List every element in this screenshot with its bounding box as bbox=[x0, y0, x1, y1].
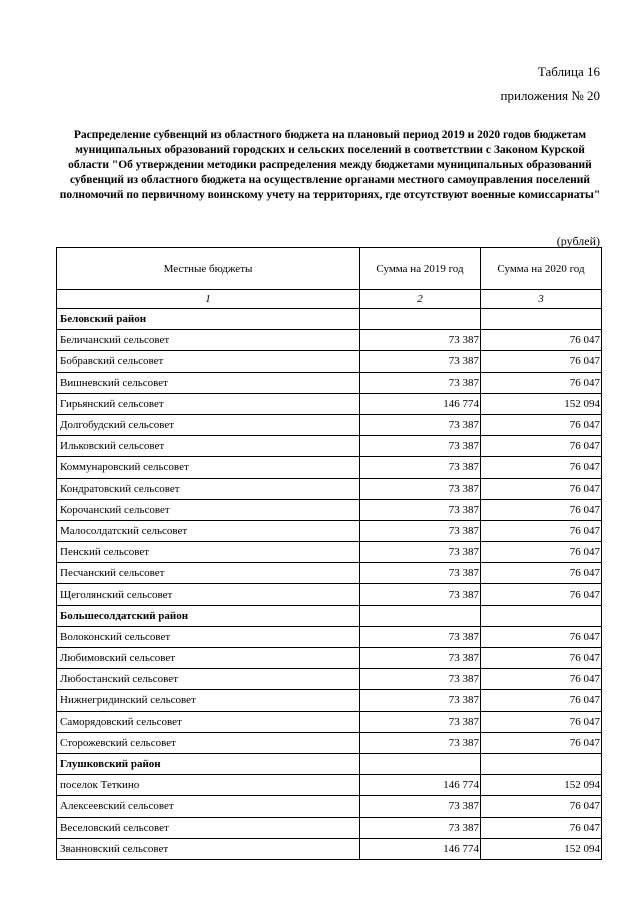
municipality-name: Нижнегридинский сельсовет bbox=[57, 690, 360, 711]
municipality-name: поселок Теткино bbox=[57, 775, 360, 796]
municipality-name: Любимовский сельсовет bbox=[57, 648, 360, 669]
amount-2019: 73 387 bbox=[360, 330, 481, 351]
amount-2019: 73 387 bbox=[360, 372, 481, 393]
amount-2020: 76 047 bbox=[481, 796, 602, 817]
amount-2020: 76 047 bbox=[481, 499, 602, 520]
municipality-name: Малосолдатский сельсовет bbox=[57, 520, 360, 541]
municipality-name: Большесолдатский район bbox=[57, 605, 360, 626]
amount-2020: 76 047 bbox=[481, 732, 602, 753]
table-row bbox=[57, 542, 602, 563]
annex-reference: приложения № 20 bbox=[500, 88, 600, 103]
amount-2019: 146 774 bbox=[360, 838, 481, 859]
units-label: (рублей) bbox=[556, 234, 600, 248]
amount-2020: 76 047 bbox=[481, 669, 602, 690]
amount-2020: 76 047 bbox=[481, 414, 602, 435]
amount-2020: 76 047 bbox=[481, 690, 602, 711]
amount-2019: 73 387 bbox=[360, 351, 481, 372]
table-row bbox=[57, 732, 602, 753]
amount-2019: 73 387 bbox=[360, 711, 481, 732]
amount-2019: 73 387 bbox=[360, 563, 481, 584]
table-row bbox=[57, 372, 602, 393]
table-row bbox=[57, 499, 602, 520]
municipality-name: Беловский район bbox=[57, 309, 360, 330]
table-row bbox=[57, 393, 602, 414]
amount-2019 bbox=[360, 605, 481, 626]
amount-2020: 76 047 bbox=[481, 542, 602, 563]
amount-2020: 76 047 bbox=[481, 626, 602, 647]
table-row bbox=[57, 838, 602, 859]
amount-2019: 73 387 bbox=[360, 648, 481, 669]
amount-2019: 73 387 bbox=[360, 817, 481, 838]
amount-2019: 73 387 bbox=[360, 732, 481, 753]
municipality-name: Любостанский сельсовет bbox=[57, 669, 360, 690]
amount-2019: 73 387 bbox=[360, 669, 481, 690]
municipality-name: Корочанский сельсовет bbox=[57, 499, 360, 520]
municipality-name: Сторожевский сельсовет bbox=[57, 732, 360, 753]
amount-2019: 73 387 bbox=[360, 499, 481, 520]
amount-2020: 76 047 bbox=[481, 478, 602, 499]
table-row bbox=[57, 584, 602, 605]
amount-2020: 76 047 bbox=[481, 817, 602, 838]
amount-2020: 76 047 bbox=[481, 584, 602, 605]
column-number-1: 1 bbox=[57, 290, 360, 309]
amount-2019: 73 387 bbox=[360, 457, 481, 478]
table-row bbox=[57, 330, 602, 351]
table-row bbox=[57, 563, 602, 584]
amount-2019: 73 387 bbox=[360, 436, 481, 457]
district-row bbox=[57, 753, 602, 774]
table-row bbox=[57, 520, 602, 541]
amount-2020 bbox=[481, 605, 602, 626]
table-row bbox=[57, 414, 602, 435]
amount-2020: 76 047 bbox=[481, 563, 602, 584]
municipality-name: Волоконский сельсовет bbox=[57, 626, 360, 647]
municipality-name: Щеголянский сельсовет bbox=[57, 584, 360, 605]
column-number-3: 3 bbox=[481, 290, 602, 309]
amount-2019: 73 387 bbox=[360, 520, 481, 541]
municipality-name: Коммунаровский сельсовет bbox=[57, 457, 360, 478]
amount-2020 bbox=[481, 309, 602, 330]
municipality-name: Веселовский сельсовет bbox=[57, 817, 360, 838]
amount-2020: 76 047 bbox=[481, 436, 602, 457]
amount-2020: 76 047 bbox=[481, 711, 602, 732]
amount-2020: 152 094 bbox=[481, 838, 602, 859]
district-row bbox=[57, 605, 602, 626]
table-row bbox=[57, 648, 602, 669]
amount-2020: 76 047 bbox=[481, 520, 602, 541]
amount-2020: 152 094 bbox=[481, 393, 602, 414]
table-row bbox=[57, 626, 602, 647]
table-row bbox=[57, 796, 602, 817]
table-row bbox=[57, 711, 602, 732]
municipality-name: Алексеевский сельсовет bbox=[57, 796, 360, 817]
amount-2019: 73 387 bbox=[360, 478, 481, 499]
municipality-name: Бобравский сельсовет bbox=[57, 351, 360, 372]
table-row bbox=[57, 436, 602, 457]
amount-2019 bbox=[360, 753, 481, 774]
municipality-name: Песчанский сельсовет bbox=[57, 563, 360, 584]
amount-2020: 76 047 bbox=[481, 648, 602, 669]
municipality-name: Ильковский сельсовет bbox=[57, 436, 360, 457]
municipality-name: Кондратовский сельсовет bbox=[57, 478, 360, 499]
municipality-name: Глушковский район bbox=[57, 753, 360, 774]
column-header-2019: Сумма на 2019 год bbox=[360, 248, 481, 290]
document-title: Распределение субвенций из областного бюджета на плановый период 2019 и 2020 годов бюджетам муниципальных образований городских и сельских поселений в соответствии с Законом Курской области "Об утверждении методики распределения между бюджетами муниципальных образований субвенций из областного бюджета на осуществление органами местного самоуправления поселений полномочий по первичному воинскому учету на территориях, где отсутствуют военные комиссариаты" bbox=[59, 129, 601, 201]
table-number: Таблица 16 bbox=[537, 64, 600, 79]
amount-2020: 76 047 bbox=[481, 330, 602, 351]
municipality-name: Беличанский сельсовет bbox=[57, 330, 360, 351]
amount-2019: 73 387 bbox=[360, 626, 481, 647]
amount-2020: 76 047 bbox=[481, 457, 602, 478]
municipality-name: Пенский сельсовет bbox=[57, 542, 360, 563]
municipality-name: Гирьянский сельсовет bbox=[57, 393, 360, 414]
amount-2019: 73 387 bbox=[360, 796, 481, 817]
table-row bbox=[57, 775, 602, 796]
district-row bbox=[57, 309, 602, 330]
municipality-name: Званновский сельсовет bbox=[57, 838, 360, 859]
municipality-name: Долгобудский сельсовет bbox=[57, 414, 360, 435]
amount-2020: 76 047 bbox=[481, 372, 602, 393]
table-row bbox=[57, 669, 602, 690]
amount-2020: 76 047 bbox=[481, 351, 602, 372]
subsidies-table bbox=[56, 247, 602, 860]
column-number-2: 2 bbox=[360, 290, 481, 309]
municipality-name: Вишневский сельсовет bbox=[57, 372, 360, 393]
amount-2020: 152 094 bbox=[481, 775, 602, 796]
amount-2019: 146 774 bbox=[360, 393, 481, 414]
amount-2019: 73 387 bbox=[360, 584, 481, 605]
column-header-2020: Сумма на 2020 год bbox=[481, 248, 602, 290]
amount-2019: 73 387 bbox=[360, 690, 481, 711]
column-header-budgets: Местные бюджеты bbox=[57, 248, 360, 290]
amount-2020 bbox=[481, 753, 602, 774]
amount-2019 bbox=[360, 309, 481, 330]
amount-2019: 146 774 bbox=[360, 775, 481, 796]
table-row bbox=[57, 478, 602, 499]
table-row bbox=[57, 690, 602, 711]
municipality-name: Саморядовский сельсовет bbox=[57, 711, 360, 732]
amount-2019: 73 387 bbox=[360, 414, 481, 435]
table-row bbox=[57, 817, 602, 838]
amount-2019: 73 387 bbox=[360, 542, 481, 563]
table-row bbox=[57, 457, 602, 478]
table-row bbox=[57, 351, 602, 372]
